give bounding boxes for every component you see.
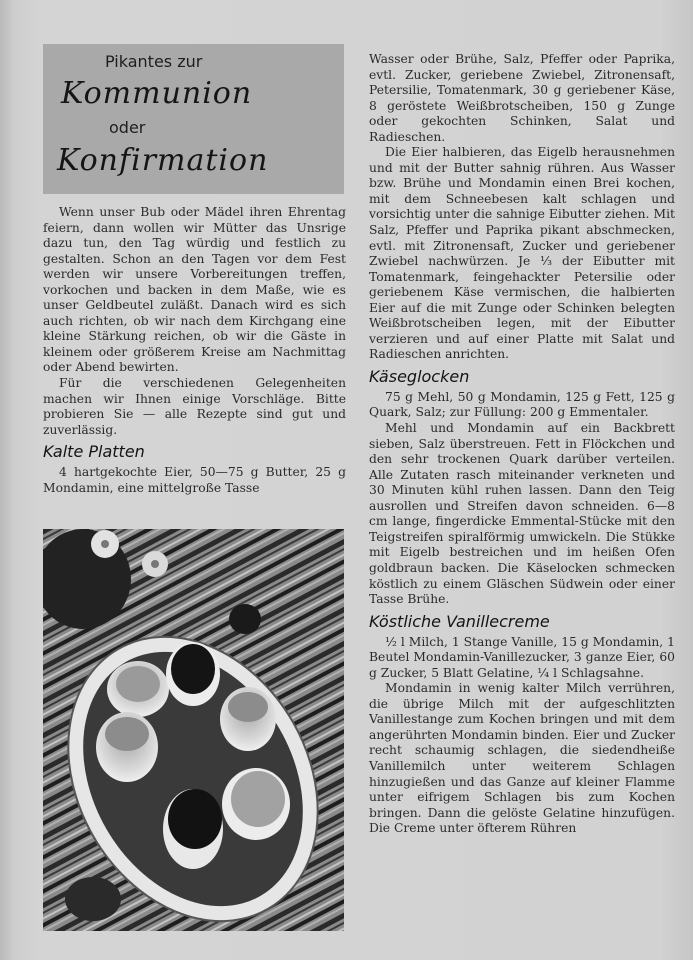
recipe-title-kalte-platten: Kalte Platten	[43, 442, 145, 462]
left-column	[43, 205, 346, 496]
title-konfirmation: Konfirmation	[57, 143, 269, 178]
title-line-oder: oder	[109, 118, 146, 137]
kaeseglocken-ingredients: 75 g Mehl, 50 g Mondamin, 125 g Fett, 125 g Quark, Salz; zur Füllung: 200 g Emmentaler.	[369, 389, 675, 420]
vanillecreme-method: Mondamin in wenig kalter Milch verrühren, die übrige Milch mit der aufgeschlitzten Vanillestange zum Kochen bringen und mit dem angerührten Mondamin binden. Eier und Zucker recht schaumig schlagen, die siedendheiße Vanillemilch unter weiterem Schlagen hinzugießen und das Ganze auf kleiner Flamme unter eifrigem Schlagen bis zum Kochen bringen. Dann die gelöste Gelatine hinzufügen. Die Creme unter öfterem Rühren	[369, 681, 675, 836]
recipe-title-kaeseglocken: Käseglocken	[369, 366, 470, 386]
intro-paragraph-1: Wenn unser Bub oder Mädel ihren Ehrentag feiern, dann wollen wir Mütter das Unsrige dazu tun, den Tag würdig und festlich zu gestalten. Schon an den Tagen vor dem Fest werden wir unsere Vorbereitungen treffen, vorkochen und backen in dem Maße, wie es unser Geldbeutel zuläßt. Danach wird es sich auch richten, ob wir nach dem Kirchgang eine kleine Stärkung reichen, ob wir die Gäste in kleinem oder größerem Kreise am Nachmittag oder Abend bewirten.	[43, 205, 346, 375]
vanillecreme-ingredients: ½ l Milch, 1 Stange Vanille, 15 g Mondamin, 1 Beutel Mondamin-Vanillezucker, 3 ganze Eier, 60 g Zucker, 5 Blatt Gelatine, ¼ l Schlagsahne.	[369, 634, 675, 680]
intro-paragraph-2: Für die verschiedenen Gelegenheiten machen wir Ihnen einige Vorschläge. Bitte probieren Sie — alle Rezepte sind gut und zuverlässig.	[43, 376, 346, 437]
right-column	[369, 52, 675, 837]
photo-stuffed-eggs-platter	[43, 529, 344, 931]
recipe-title-vanillecreme: Köstliche Vanillecreme	[369, 611, 550, 631]
title-kommunion: Kommunion	[61, 76, 253, 111]
kalte-platten-ingredients-continued: Wasser oder Brühe, Salz, Pfeffer oder Paprika, evtl. Zucker, geriebene Zwiebel, Zitronensaft, Petersilie, Tomatenmark, 30 g geriebener Käse, 8 geröstete Weißbrotscheiben, 150 g Zunge oder gekochten Schinken, Salat und Radieschen.	[369, 52, 675, 144]
title-line-pikantes: Pikantes zur	[105, 52, 203, 71]
radish	[65, 877, 121, 921]
photo-illustration	[43, 529, 344, 931]
kalte-platten-ingredients-start: 4 hartgekochte Eier, 50—75 g Butter, 25 g Mondamin, eine mittelgroße Tasse	[43, 465, 346, 495]
kalte-platten-method: Die Eier halbieren, das Eigelb herausnehmen und mit der Butter sahnig rühren. Aus Wasser bzw. Brühe und Mondamin einen Brei kochen, mit dem Schneebesen kalt schlagen und vorsichtig unter die sahnige Eibutter ziehen. Mit Salz, Pfeffer und Paprika pikant abschmecken, evtl. mit Zitronensaft, Zucker und geriebener Zwiebel nachwürzen. Je ⅓ der Eibutter mit Tomatenmark, feingehackter Petersilie oder geriebenem Käse vermischen, die halbierten Eier auf die mit Zunge oder Schinken belegten Weißbrotscheiben legen, mit der Eibutter verzieren und auf einer Platte mit Salat und Radieschen anrichten.	[369, 145, 675, 362]
radish	[229, 604, 261, 634]
title-box	[43, 44, 344, 194]
kaeseglocken-method: Mehl und Mondamin auf ein Backbrett sieben, Salz überstreuen. Fett in Flöckchen und den sehr trockenen Quark darüber verteilen. Alle Zutaten rasch miteinander verkneten und 30 Minuten kühl ruhen lassen. Dann den Teig ausrollen und Streifen davon schneiden. 6—8 cm lange, fingerdicke Emmental-Stücke mit den Teigstreifen spiralförmig umwickeln. Die Stükke mit Eigelb bestreichen und im heißen Ofen goldbraun backen. Die Käselocken schmecken köstlich zu einem Gläschen Südwein oder einer Tasse Brühe.	[369, 421, 675, 607]
